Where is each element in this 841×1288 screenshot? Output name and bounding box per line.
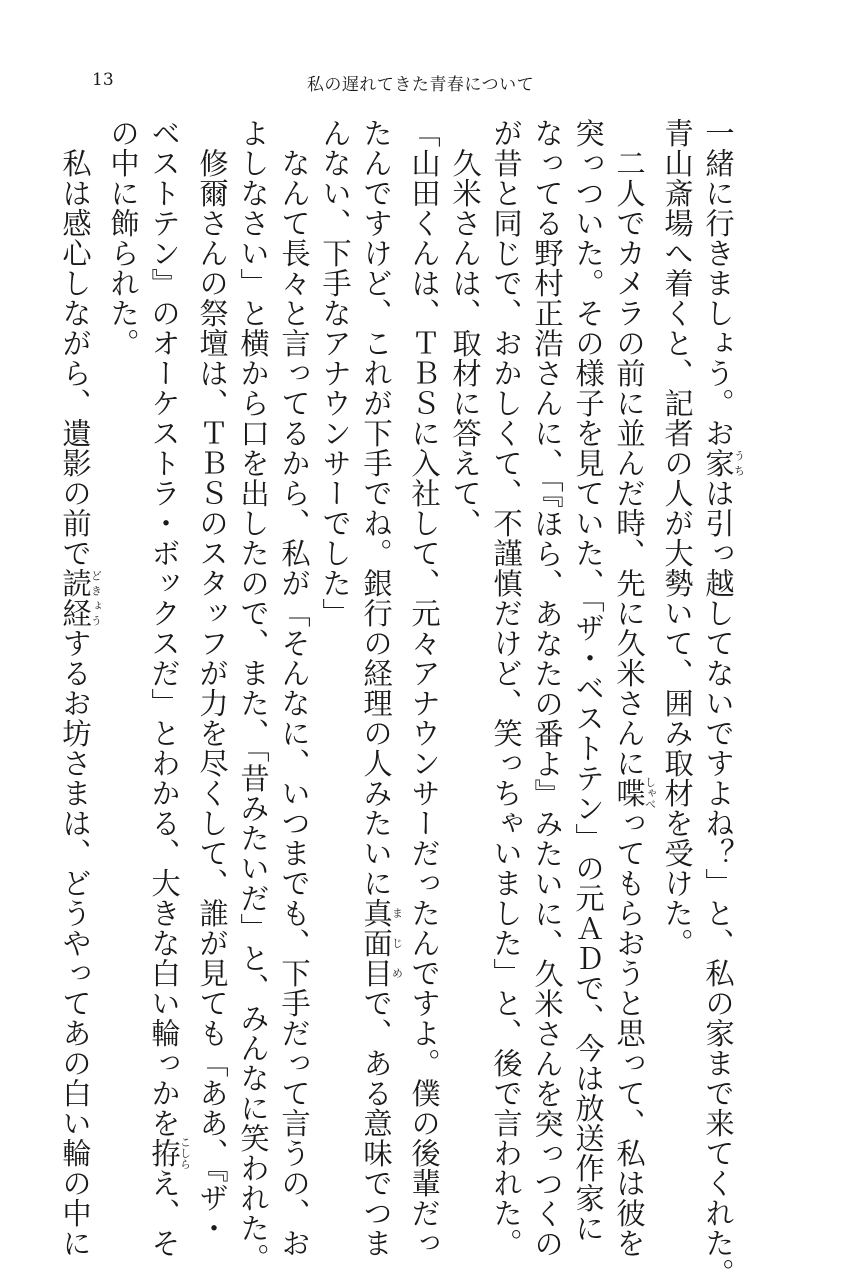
text-segment: なんて長々と言ってるから、私が「そんなに、いつまでも、下手だって言うの、お [277, 118, 311, 1258]
text-segment: んない、下手なアナウンサーでした」 [318, 118, 352, 628]
ruby-base: 家 [701, 448, 735, 478]
ruby-base: 拵 [147, 1136, 181, 1170]
ruby-reading: しゃべ [643, 776, 657, 810]
text-segment: ベストテン』のオーケストラ・ボックスだ」とわかる、大きな白い輪っかを [147, 118, 181, 1138]
text-segment: 二人でカメラの前に並んだ時、先に久米さんに [612, 118, 646, 778]
ruby-annotated-word [612, 776, 657, 810]
ruby-base: 真面目 [359, 898, 393, 988]
text-segment: なってる野村正浩さんに、「『ほら、あなたの番よ』みたいに、久米さんを突っつくの [530, 118, 564, 1259]
ruby-annotated-word [701, 448, 746, 478]
ruby-reading: まじめ [390, 898, 404, 988]
ruby-reading: うち [732, 448, 746, 478]
text-segment: ってもらおうと思って、私は彼を [612, 808, 646, 1258]
text-segment: 青山斎場へ着くと、記者の人が大勢いて、囲み取材を受けた。 [660, 118, 694, 958]
ruby-annotated-word [359, 898, 404, 988]
ruby-annotated-word [147, 1136, 192, 1170]
text-line [191, 118, 232, 1244]
ruby-annotated-word [58, 568, 103, 628]
running-header: 私の遅れてきた青春について [306, 75, 535, 95]
text-line [567, 118, 608, 1244]
text-line [355, 118, 404, 1258]
ruby-reading: どきょう [89, 568, 103, 628]
text-line [143, 118, 192, 1258]
text-line [232, 118, 273, 1274]
ruby-base: 読経 [58, 568, 92, 628]
text-line [273, 118, 314, 1258]
page-number: 13 [92, 70, 114, 90]
text-segment: は引っ越してないですよね？」と、私の家まで来てくれた。 [701, 478, 735, 1288]
text-line [102, 118, 143, 1128]
text-segment: 突っついた。その様子を見ていた、「ザ・ベストテン」の元ＡＤで、今は放送作家に [571, 118, 605, 1244]
text-segment: の中に飾られた。 [106, 118, 140, 358]
text-line [656, 118, 697, 1128]
text-segment: 一緒に行きましょう。お [701, 118, 735, 448]
text-line [485, 118, 526, 1258]
text-segment: 私は感心しながら、遺影の前で [58, 118, 92, 568]
text-line [314, 118, 355, 1128]
text-segment: え、そ [147, 1168, 181, 1258]
text-line [444, 118, 485, 1128]
text-segment: するお坊さまは、どうやってあの白い輪の中に [58, 628, 92, 1258]
text-line [608, 118, 657, 1258]
text-segment: 久米さんは、取材に答えて、 [448, 118, 482, 538]
ruby-base: 喋 [612, 776, 646, 810]
text-line [403, 118, 444, 1258]
body-text [58, 118, 746, 1288]
text-segment: よしなさい」と横から口を出したので、また、「昔みたいだ」と、みんなに笑われた。 [236, 118, 270, 1274]
text-line [697, 118, 746, 1288]
text-segment: で、ある意味でつま [359, 988, 393, 1258]
text-segment: 「山田くんは、ＴＢＳに入社して、元々アナウンサーだったんですよ。僕の後輩だっ [407, 118, 441, 1258]
text-segment: たんですけど、これが下手でね。銀行の経理の人みたいに [359, 118, 393, 898]
text-line [526, 118, 567, 1259]
ruby-reading: こしら [178, 1136, 192, 1170]
text-line [54, 118, 103, 1258]
text-segment: 修爾さんの祭壇は、ＴＢＳのスタッフが力を尽くして、誰が見ても「ああ、『ザ・ [195, 118, 229, 1244]
text-segment: が昔と同じで、おかしくて、不謹慎だけど、笑っちゃいました」と、後で言われた。 [489, 118, 523, 1258]
